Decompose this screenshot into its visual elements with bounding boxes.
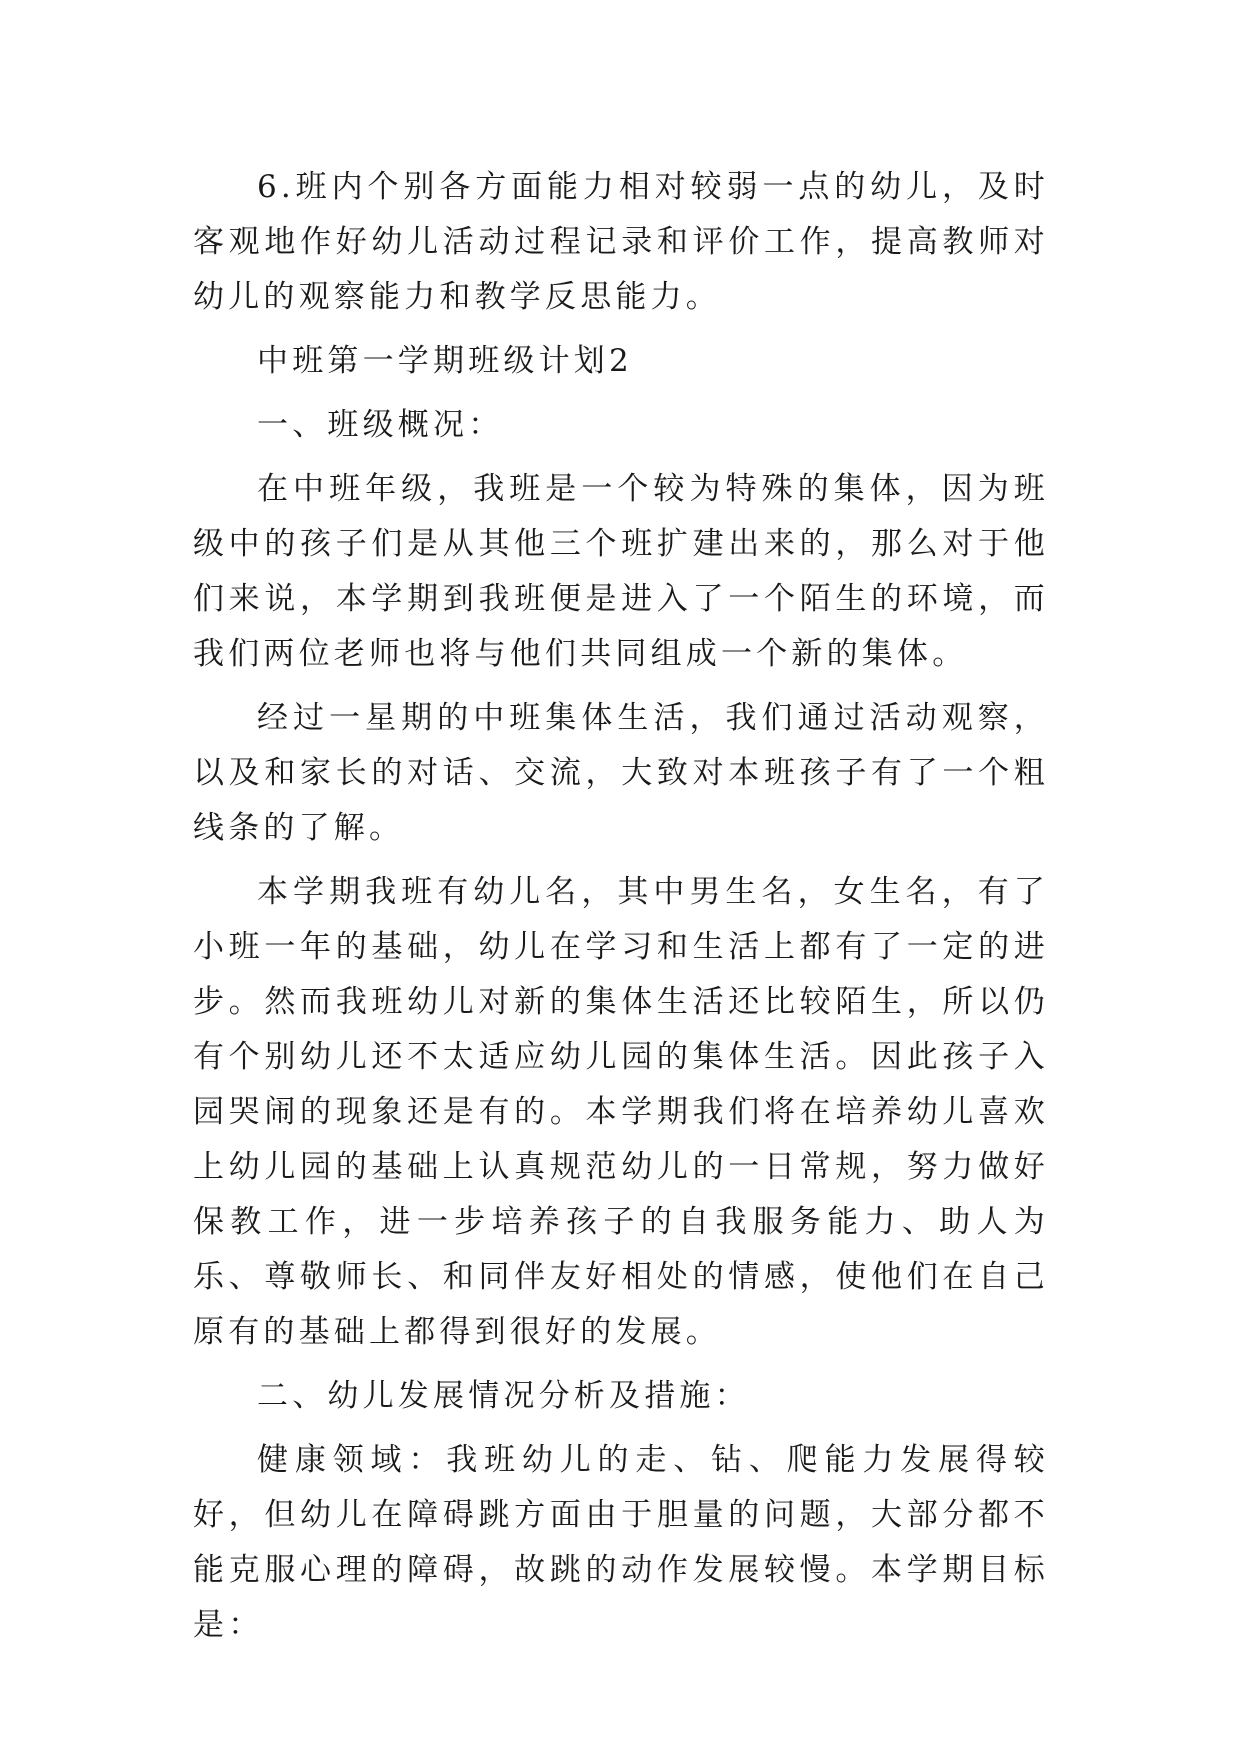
document-page (193, 160, 1049, 1662)
paragraph-semester-situation: 本学期我班有幼儿名，其中男生名，女生名，有了小班一年的基础，幼儿在学习和生活上都有了一定的进步。然而我班幼儿对新的集体生活还比较陌生，所以仍有个别幼儿还不太适应幼儿园的集体生活。因此孩子入园哭闹的现象还是有的。本学期我们将在培养幼儿喜欢上幼儿园的基础上认真规范幼儿的一日常规，努力做好保教工作，进一步培养孩子的自我服务能力、助人为乐、尊敬师长、和同伴友好相处的情感，使他们在自己原有的基础上都得到很好的发展。 (193, 874, 1049, 1350)
paragraph-observation: 经过一星期的中班集体生活，我们通过活动观察，以及和家长的对话、交流，大致对本班孩子有了一个粗线条的了解。 (193, 700, 1049, 846)
section-title: 中班第一学期班级计划2 (257, 343, 633, 379)
paragraph-health-domain: 健康领域：我班幼儿的走、钻、爬能力发展得较好，但幼儿在障碍跳方面由于胆量的问题，大部分都不能克服心理的障碍，故跳的动作发展较慢。本学期目标是： (193, 1442, 1049, 1643)
heading-development-analysis: 二、幼儿发展情况分析及措施： (257, 1378, 750, 1414)
heading-class-overview: 一、班级概况： (257, 407, 504, 443)
paragraph-item-6-conclusion: 6.班内个别各方面能力相对较弱一点的幼儿，及时客观地作好幼儿活动过程记录和评价工作，提高教师对幼儿的观察能力和教学反思能力。 (193, 169, 1049, 315)
paragraph-class-intro: 在中班年级，我班是一个较为特殊的集体，因为班级中的孩子们是从其他三个班扩建出来的，那么对于他们来说，本学期到我班便是进入了一个陌生的环境，而我们两位老师也将与他们共同组成一个新的集体。 (193, 471, 1049, 672)
